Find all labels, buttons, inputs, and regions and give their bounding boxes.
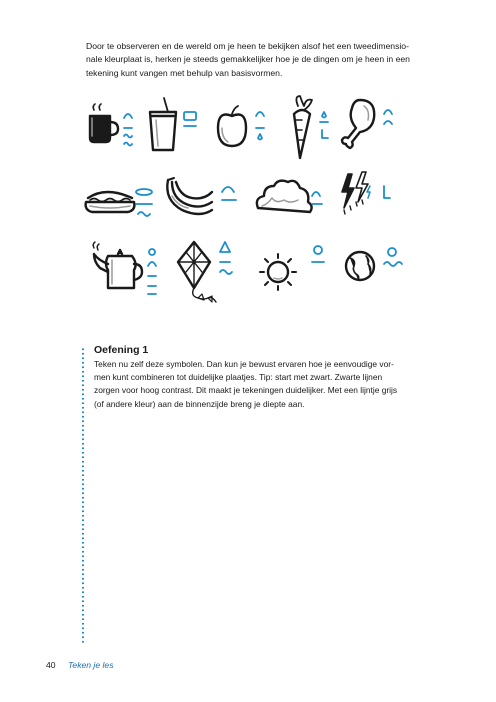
chicken-leg-icon — [342, 100, 374, 148]
running-title: Teken je les — [67, 660, 114, 670]
intro-line: Door te observeren en de wereld om je heen te bekijken alsof het een tweedimensio- — [86, 41, 409, 51]
exercise-line: (of andere kleur) aan de binnenzijde breng je diepte aan. — [94, 398, 305, 409]
bananas-icon — [167, 178, 212, 214]
cloud-icon — [257, 181, 312, 212]
drink-cup-icon — [150, 98, 176, 150]
carrot-icon — [294, 96, 312, 158]
dotted-rule — [82, 347, 84, 643]
shape-hints — [124, 114, 132, 146]
exercise-line: men kunt combineren tot duidelijke plaatjes. Tip: start met zwart. Zwarte lijnen — [94, 372, 383, 383]
exercise-text — [94, 358, 424, 411]
intro-line: nale kleurplaat is, herken je steeds gemakkelijker hoe je de dingen om je heen in een — [86, 54, 410, 65]
lightning-icon — [342, 172, 368, 214]
page-footer — [46, 660, 114, 670]
exercise-block — [94, 344, 424, 411]
kite-icon — [178, 242, 216, 302]
exercise-title: Oefening 1 — [94, 344, 149, 356]
teapot-icon — [93, 242, 142, 288]
exercise-line: zorgen voor hoog contrast. Dit maakt je tekeningen duidelijker. Met een lijntje grijs — [94, 385, 398, 396]
exercise-line: Teken nu zelf deze symbolen. Dan kun je bewust ervaren hoe je eenvoudige vor- — [94, 359, 394, 369]
globe-icon — [346, 252, 374, 280]
sun-icon — [260, 254, 296, 290]
intro-paragraph — [86, 40, 416, 80]
hotdog-icon — [86, 192, 135, 212]
symbol-illustrations — [80, 92, 420, 312]
coffee-mug-icon — [90, 104, 118, 142]
page-number: 40 — [46, 660, 56, 670]
intro-line: tekening kunt vangen met behulp van basisvormen. — [86, 67, 283, 78]
apple-icon — [218, 106, 246, 146]
